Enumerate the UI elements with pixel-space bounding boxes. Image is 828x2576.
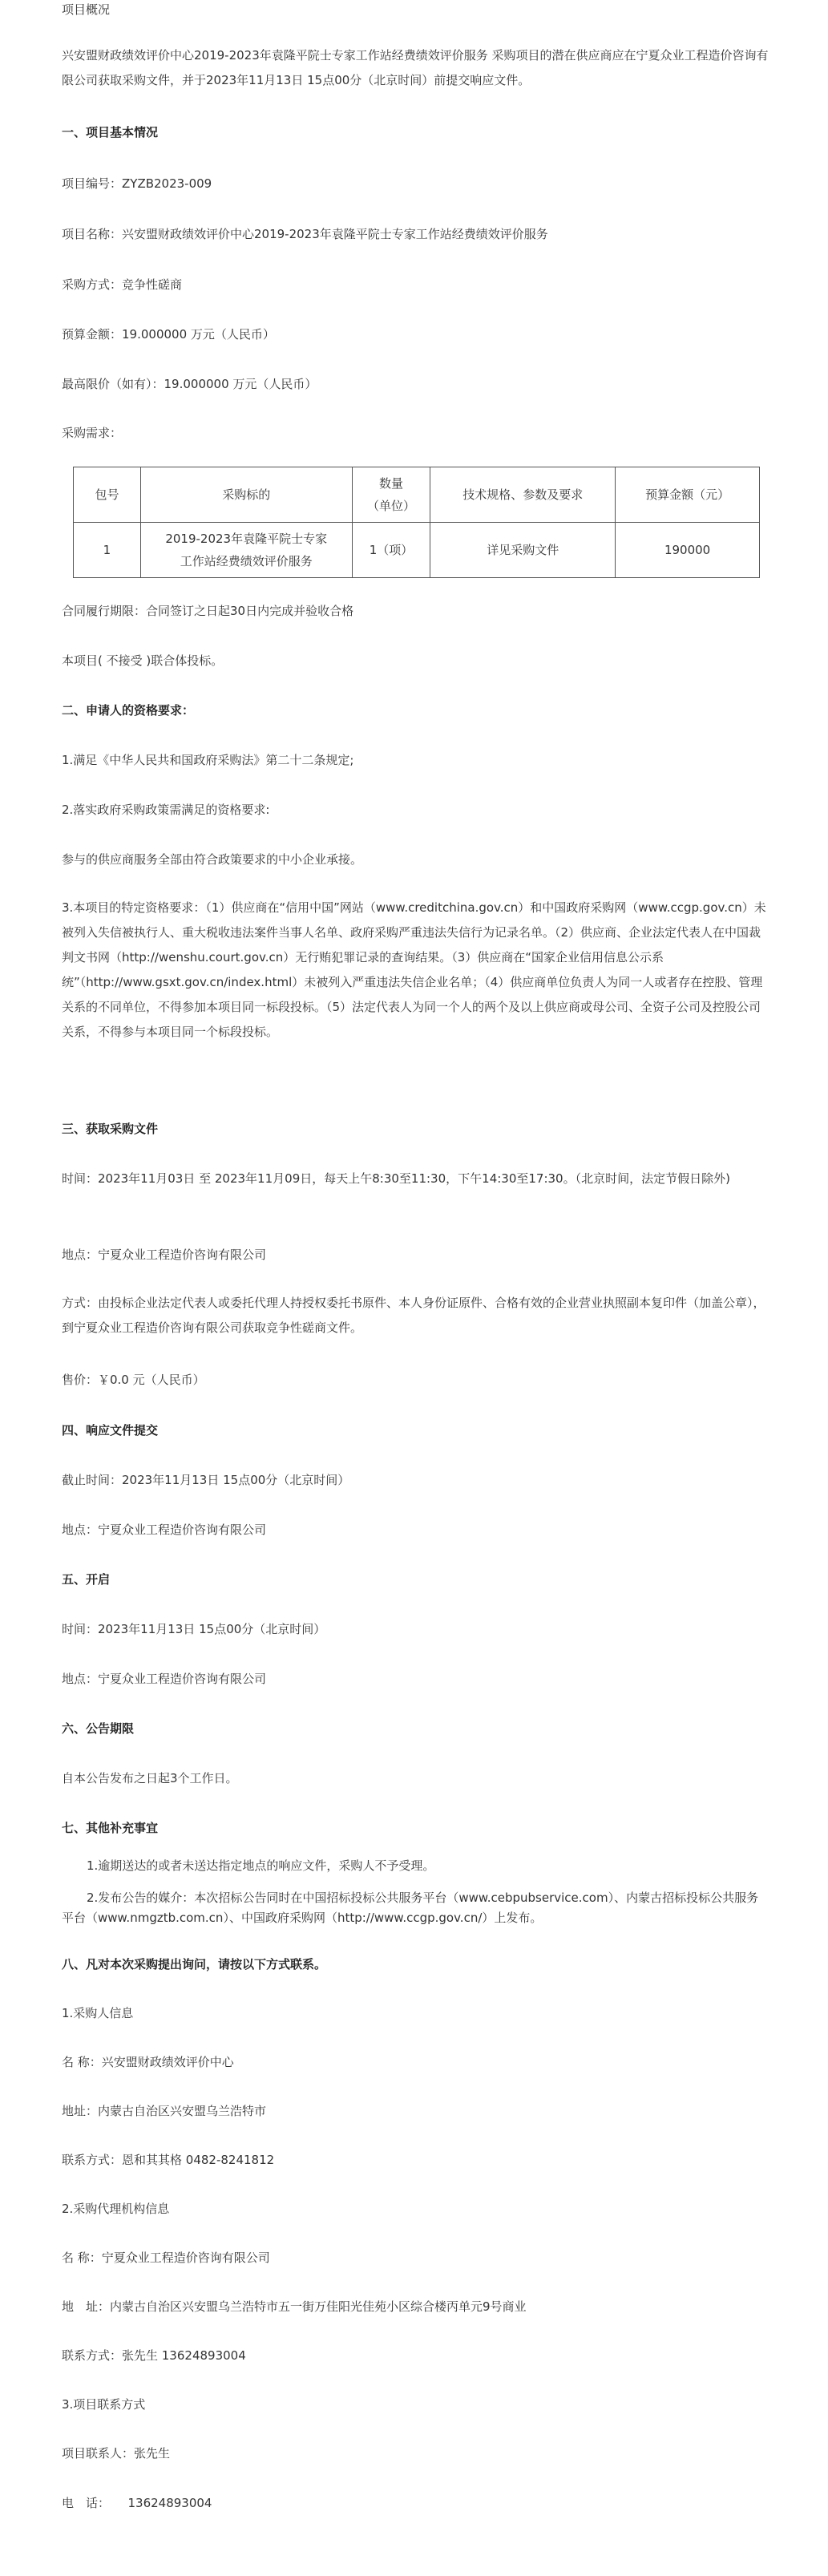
submission-place: 地点：宁夏众业工程造价咨询有限公司	[62, 1523, 267, 1537]
qualification-item-2-detail: 参与的供应商服务全部由符合政策要求的中小企业承接。	[62, 852, 363, 867]
cell-quantity: 1（项）	[352, 523, 430, 578]
qualification-item-2: 2.落实政府采购政策需满足的资格要求:	[62, 803, 270, 817]
purchaser-name: 名 称：兴安盟财政绩效评价中心	[62, 2055, 234, 2069]
max-price: 最高限价（如有）：19.000000 万元（人民币）	[62, 377, 317, 391]
section-5-heading: 五、开启	[62, 1572, 111, 1587]
qualification-item-1: 1.满足《中华人民共和国政府采购法》第二十二条规定;	[62, 753, 354, 767]
supplement-item-2: 2.发布公告的媒介：本次招标公告同时在中国招标投标公共服务平台（www.cebpubservice.com）、内蒙古招标投标公共服务平台（www.nmgztb.com.cn）、中国政府采购网（http://www.ccgp.gov.cn/）上发布。	[62, 1891, 759, 1925]
needs-label: 采购需求：	[62, 426, 123, 440]
procurement-method: 采购方式：竞争性磋商	[62, 277, 183, 292]
requirements-table	[73, 467, 760, 578]
agent-info-title: 2.采购代理机构信息	[62, 2202, 170, 2216]
agent-address: 地 址：内蒙古自治区兴安盟乌兰浩特市五一街万佳阳光佳苑小区综合楼丙单元9号商业	[62, 2299, 527, 2314]
agent-name: 名 称：宁夏众业工程造价咨询有限公司	[62, 2250, 270, 2265]
overview-title: 项目概况	[62, 2, 111, 17]
budget-amount: 预算金额：19.000000 万元（人民币）	[62, 327, 275, 342]
supplement-item-1: 1.逾期送达的或者未送达指定地点的响应文件，采购人不予受理。	[87, 1858, 435, 1873]
col-header-package: 包号	[74, 467, 141, 523]
col-header-spec: 技术规格、参数及要求	[430, 467, 616, 523]
obtain-time: 时间：2023年11月03日 至 2023年11月09日，每天上午8:30至11:30，下午14:30至17:30。（北京时间，法定节假日除外)	[62, 1171, 730, 1186]
section-2-heading: 二、申请人的资格要求：	[62, 703, 195, 718]
project-number: 项目编号：ZYZB2023-009	[62, 176, 212, 191]
cell-package: 1	[74, 523, 141, 578]
purchaser-info-title: 1.采购人信息	[62, 2006, 134, 2020]
submission-deadline: 截止时间：2023年11月13日 15点00分（北京时间）	[62, 1473, 350, 1487]
col-header-subject: 采购标的	[140, 467, 352, 523]
obtain-place: 地点：宁夏众业工程造价咨询有限公司	[62, 1248, 267, 1262]
cell-budget: 190000	[616, 523, 760, 578]
col-header-quantity: 数量 （单位）	[352, 467, 430, 523]
project-contact-title: 3.项目联系方式	[62, 2397, 146, 2412]
table-row	[74, 523, 760, 578]
table-header-row	[74, 467, 760, 523]
project-contact-person: 项目联系人：张先生	[62, 2446, 171, 2461]
cell-subject: 2019-2023年袁隆平院士专家 工作站经费绩效评价服务	[140, 523, 352, 578]
col-header-budget: 预算金额（元）	[616, 467, 760, 523]
opening-place: 地点：宁夏众业工程造价咨询有限公司	[62, 1672, 267, 1686]
opening-time: 时间：2023年11月13日 15点00分（北京时间）	[62, 1622, 326, 1636]
obtain-method: 方式：由投标企业法定代表人或委托代理人持授权委托书原件、本人身份证原件、合格有效的企业营业执照副本复印件（加盖公章），到宁夏众业工程造价咨询有限公司获取竞争性磋商文件。	[62, 1296, 765, 1335]
contract-period: 合同履行期限：合同签订之日起30日内完成并验收合格	[62, 604, 354, 618]
section-7-heading: 七、其他补充事宜	[62, 1821, 159, 1835]
cell-spec: 详见采购文件	[430, 523, 616, 578]
purchaser-address: 地址：内蒙古自治区兴安盟乌兰浩特市	[62, 2104, 267, 2118]
document-price: 售价：￥0.0 元（人民币）	[62, 1373, 205, 1387]
announcement-period: 自本公告发布之日起3个工作日。	[62, 1771, 238, 1785]
consortium-note: 本项目( 不接受 )联合体投标。	[62, 653, 224, 668]
project-contact-phone: 电 话： 13624893004	[62, 2496, 212, 2510]
section-3-heading: 三、获取采购文件	[62, 1122, 159, 1136]
qualification-item-3: 3.本项目的特定资格要求：（1）供应商在“信用中国”网站（www.creditchina.gov.cn）和中国政府采购网（www.ccgp.gov.cn）未被列入失信被执行人、重大税收违法案件当事人名单、政府采购严重违法失信行为记录名单。（2）供应商、企业法定代表人在中国裁判文书网（http://wenshu.court.gov.cn）无行贿犯罪记录的查询结果。（3）供应商在“国家企业信用信息公示系统”（http://www.gsxt.gov.cn/index.html）未被列入严重违法失信企业名单；（4）供应商单位负责人为同一人或者存在控股、管理关系的不同单位，不得参加本项目同一标段投标。（5）法定代表人为同一个人的两个及以上供应商或母公司、全资子公司及控股公司关系，不得参与本项目同一个标段投标。	[62, 900, 766, 1039]
section-1-heading: 一、项目基本情况	[62, 125, 159, 140]
agent-contact: 联系方式：张先生 13624893004	[62, 2348, 246, 2363]
purchaser-contact: 联系方式：恩和其其格 0482-8241812	[62, 2153, 275, 2167]
overview-text: 兴安盟财政绩效评价中心2019-2023年袁隆平院士专家工作站经费绩效评价服务 采购项目的潜在供应商应在宁夏众业工程造价咨询有限公司获取采购文件，并于2023年11月13日 15点00分（北京时间）前提交响应文件。	[62, 48, 769, 87]
section-6-heading: 六、公告期限	[62, 1721, 135, 1736]
section-4-heading: 四、响应文件提交	[62, 1423, 159, 1438]
project-name: 项目名称：兴安盟财政绩效评价中心2019-2023年袁隆平院士专家工作站经费绩效评价服务	[62, 227, 548, 241]
section-8-heading: 八、凡对本次采购提出询问，请按以下方式联系。	[62, 1957, 327, 1971]
